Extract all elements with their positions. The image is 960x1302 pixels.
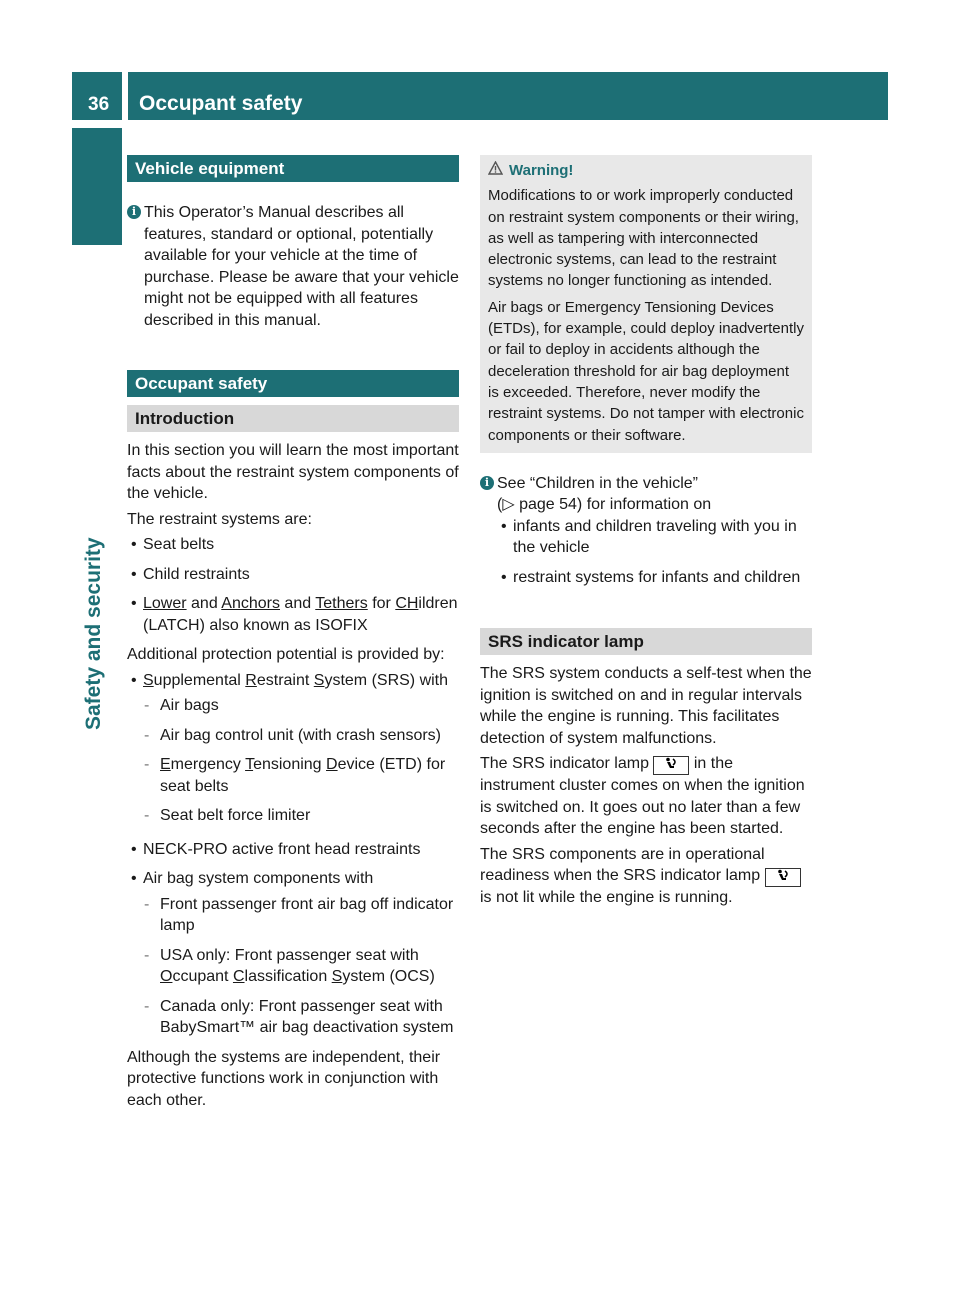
- ocs-ccupant: ccupant: [172, 968, 229, 985]
- etd-evice: evice: [337, 756, 375, 773]
- latch-and-2: and: [279, 595, 316, 612]
- srs-s: S: [143, 671, 154, 689]
- ocs-prefix: USA only: Front passenger seat with: [160, 946, 419, 964]
- srs-ystem: ystem: [324, 671, 368, 689]
- ocs-o: O: [160, 968, 173, 985]
- info-icon: i: [480, 476, 494, 490]
- list-item-srs: [127, 670, 459, 692]
- section-heading-introduction: Introduction: [127, 405, 459, 432]
- intro-paragraph: In this section you will learn the most important facts about the restraint system components of the vehicle.: [127, 442, 459, 502]
- etd-rest: (ETD) for seat belts: [160, 756, 446, 795]
- list-item: • Seat belts: [127, 534, 459, 556]
- right-column: [480, 155, 812, 913]
- section-heading-srs-indicator-lamp: SRS indicator lamp: [480, 628, 812, 655]
- list-item: • Air bag system components with: [127, 868, 459, 890]
- sub-item-etd: [127, 754, 459, 797]
- srs-r: R: [245, 671, 257, 689]
- page-header: [128, 72, 888, 120]
- srs-estraint: estraint: [256, 671, 310, 689]
- protection-list: [127, 670, 459, 1039]
- warning-paragraph: Air bags or Emergency Tensioning Devices (ETDs), for example, could deploy inadvertently or fail to deploy in accidents although the deceleration threshold for air bag deployment is exceeded. Therefore, never modify the restraint systems. Do not tamper with electronic components or their software.: [488, 298, 804, 444]
- srs-paragraph-lamp-on: [480, 753, 812, 840]
- page-number-box: [72, 72, 122, 120]
- sub-item: - Front passenger front air bag off indicator lamp: [127, 894, 459, 937]
- latch-ildren: ildren: [418, 595, 458, 612]
- latch-ch: CH: [395, 595, 419, 612]
- info-note-line: See “Children in the vehicle”: [497, 474, 698, 492]
- etd-t: T: [245, 756, 254, 773]
- info-note-text: This Operator’s Manual describes all features, standard or optional, potentially available for your vehicle at the time of purchase. Please be aware that your vehicle might not be equipped with all features described in this manual.: [144, 204, 459, 329]
- ocs-ystem: ystem: [342, 968, 386, 985]
- left-column: [127, 155, 459, 1115]
- latch-a: Anchors: [221, 595, 280, 612]
- list-item: • NECK-PRO active front head restraints: [127, 839, 459, 861]
- sub-item-ocs: [127, 945, 459, 988]
- section-heading-vehicle-equipment: Vehicle equipment: [127, 155, 459, 182]
- ocs-c: C: [232, 968, 245, 985]
- srs-rest: (SRS) with: [367, 671, 449, 689]
- page-number: 36: [88, 94, 110, 115]
- warning-title-text: Warning!: [509, 162, 574, 179]
- list-item: • infants and children traveling with you in the vehicle: [497, 516, 812, 559]
- etd-mergency: mergency: [170, 756, 241, 773]
- latch-t: Tethers: [315, 595, 368, 612]
- info-note: [127, 202, 459, 331]
- warning-paragraph: Modifications to or work improperly conducted on restraint system components or their wiring, as well as tampering with interconnected electronic systems, can lead to the restraint systems no longer functioning as intended.: [488, 187, 799, 290]
- sub-item: - Air bag control unit (with crash sensors): [127, 725, 459, 747]
- srs-p3-before: The SRS components are in operational readiness when the SRS indicator lamp: [480, 845, 765, 885]
- section-heading-occupant-safety: Occupant safety: [127, 370, 459, 397]
- srs-s2: S: [313, 671, 325, 689]
- srs-p2-before: The SRS indicator lamp: [480, 755, 654, 773]
- list-item-latch: [127, 593, 459, 636]
- warning-title: [488, 160, 804, 181]
- srs-p3-after: is not lit while the engine is running.: [480, 889, 733, 907]
- sidebar-section-label: Safety and security: [82, 537, 105, 730]
- ocs-s: S: [331, 968, 343, 985]
- srs-p2-after: in the instrument cluster comes on when the ignition is switched on. It goes out no later than a few seconds after the engine has been started.: [480, 755, 805, 838]
- restraint-list: [127, 534, 459, 636]
- warning-triangle-icon: [488, 160, 504, 181]
- latch-rest: (LATCH) also known as ISOFIX: [143, 616, 368, 634]
- additional-protection-lead: Additional protection potential is provided by:: [127, 646, 445, 663]
- sub-item: - Seat belt force limiter: [127, 805, 459, 827]
- info-note-children: [480, 473, 812, 495]
- list-item: • Child restraints: [127, 564, 459, 586]
- latch-l: Lower: [143, 595, 187, 612]
- srs-upplemental: upplemental: [153, 671, 241, 689]
- srs-lamp-icon: [765, 868, 801, 887]
- page-reference-link[interactable]: (▷ page 54) for information on: [497, 496, 712, 514]
- srs-paragraph: The SRS system conducts a self-test when the ignition is switched on and in regular intervals while the engine is running. This facilitates detection of system malfunctions.: [480, 665, 812, 747]
- closing-paragraph: Although the systems are independent, their protective functions work in conjunction with each other.: [127, 1048, 441, 1109]
- ocs-rest: (OCS): [385, 968, 435, 985]
- children-info-list: [497, 516, 812, 589]
- srs-paragraph-readiness: [480, 844, 812, 909]
- warning-box: [480, 155, 812, 453]
- etd-d: D: [326, 756, 338, 773]
- sub-item: - Air bags: [127, 695, 459, 717]
- latch-and: and: [186, 595, 222, 612]
- etd-ensioning: ensioning: [253, 756, 322, 773]
- srs-lamp-icon: [653, 756, 689, 775]
- page-title: Occupant safety: [139, 92, 303, 115]
- sidebar-marker: [72, 128, 122, 245]
- restraint-systems-lead: The restraint systems are:: [127, 510, 312, 528]
- etd-e: E: [160, 756, 171, 773]
- sub-item: - Canada only: Front passenger seat with BabySmart™ air bag deactivation system: [127, 996, 459, 1039]
- list-item: • restraint systems for infants and children: [497, 567, 812, 589]
- ocs-lassification: lassification: [244, 968, 328, 985]
- info-icon: i: [127, 205, 141, 219]
- latch-for: for: [367, 595, 396, 612]
